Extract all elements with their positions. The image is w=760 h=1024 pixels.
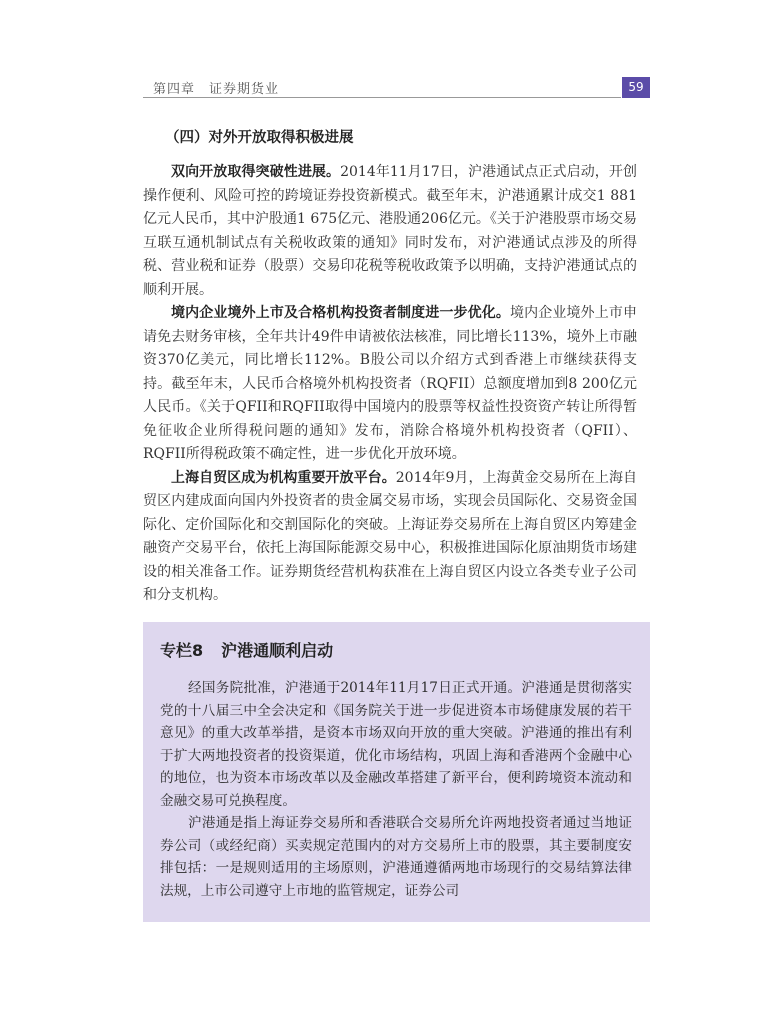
- box-title: [160, 638, 632, 661]
- page-number-badge: 59: [622, 77, 650, 98]
- box-paragraph: 经国务院批准，沪港通于2014年11月17日正式开通。沪港通是贯彻落实党的十八届三中全会决定和《国务院关于进一步促进资本市场健康发展的若干意见》的重大改革举措，是资本市场双向开放的重大突破。沪港通的推出有利于扩大两地投资者的投资渠道，优化市场结构，巩固上海和香港两个金融中心的地位，也为资本市场改革以及金融改革搭建了新平台，便利跨境资本流动和金融交易可兑换程度。: [160, 680, 632, 809]
- paragraph-shanghai-ftz: [143, 467, 637, 608]
- paragraph-text: 2014年11月17日，沪港通试点正式启动，开创操作便利、风险可控的跨境证券投资新模式。截至年末，沪港通累计成交1 881亿元人民币，其中沪股通1 675亿元、港股通206亿元。《关于沪港股票市场交易互联互通机制试点有关税收政策的通知》同时发布，对沪港通试点涉及的所得税、营业税和证券（股票）交易印花税等税收政策予以明确，支持沪港通试点的顺利开展。: [143, 164, 637, 298]
- box-number: 专栏8: [160, 641, 204, 660]
- paragraph-lead: 上海自贸区成为机构重要开放平台。: [171, 469, 396, 486]
- box-heading: 沪港通顺利启动: [221, 641, 334, 660]
- paragraph-lead: 双向开放取得突破性进展。: [171, 164, 341, 180]
- main-content: [143, 126, 637, 608]
- paragraph-two-way-opening: [143, 161, 637, 302]
- box-paragraph: 沪港通是指上海证券交易所和香港联合交易所允许两地投资者通过当地证券公司（或经纪商）买卖规定范围内的对方交易所上市的股票，其主要制度安排包括：一是规则适用的主场原则，沪港通遵循两地市场现行的交易结算法律法规，上市公司遵守上市地的监管规定，证券公司: [160, 815, 632, 899]
- section-title: （四）对外开放取得积极进展: [165, 130, 354, 146]
- paragraph-text: 境内企业境外上市申请免去财务审核，全年共计49件申请被依法核准，同比增长113%，境外上市融资370亿美元，同比增长112%。B股公司以介绍方式到香港上市继续获得支持。截至年末，人民币合格境外机构投资者（RQFII）总额度增加到8 200亿元人民币。《关于QFII和RQFII取得中国境内的股票等权益性投资资产转让所得暂免征收企业所得税问题的通知》发布，消除合格境外机构投资者（QFII）、RQFII所得税政策不确定性，进一步优化开放环境。: [143, 305, 637, 462]
- paragraph-lead: 境内企业境外上市及合格机构投资者制度进一步优化。: [171, 305, 510, 321]
- running-header: [143, 74, 650, 98]
- header-rule: [143, 97, 621, 98]
- paragraph-text: 2014年9月，上海黄金交易所在上海自贸区内建成面向国内外投资者的贵金属交易市场，实现会员国际化、交易资金国际化、定价国际化和交割国际化的突破。上海证券交易所在上海自贸区内筹建金融资产交易平台，依托上海国际能源交易中心，积极推进国际化原油期货市场建设的相关准备工作。证券期货经营机构获准在上海自贸区内设立各类专业子公司和分支机构。: [143, 469, 637, 603]
- chapter-title: 第四章 证券期货业: [153, 82, 280, 97]
- paragraph-overseas-listing: [143, 302, 637, 467]
- feature-box: [143, 622, 650, 922]
